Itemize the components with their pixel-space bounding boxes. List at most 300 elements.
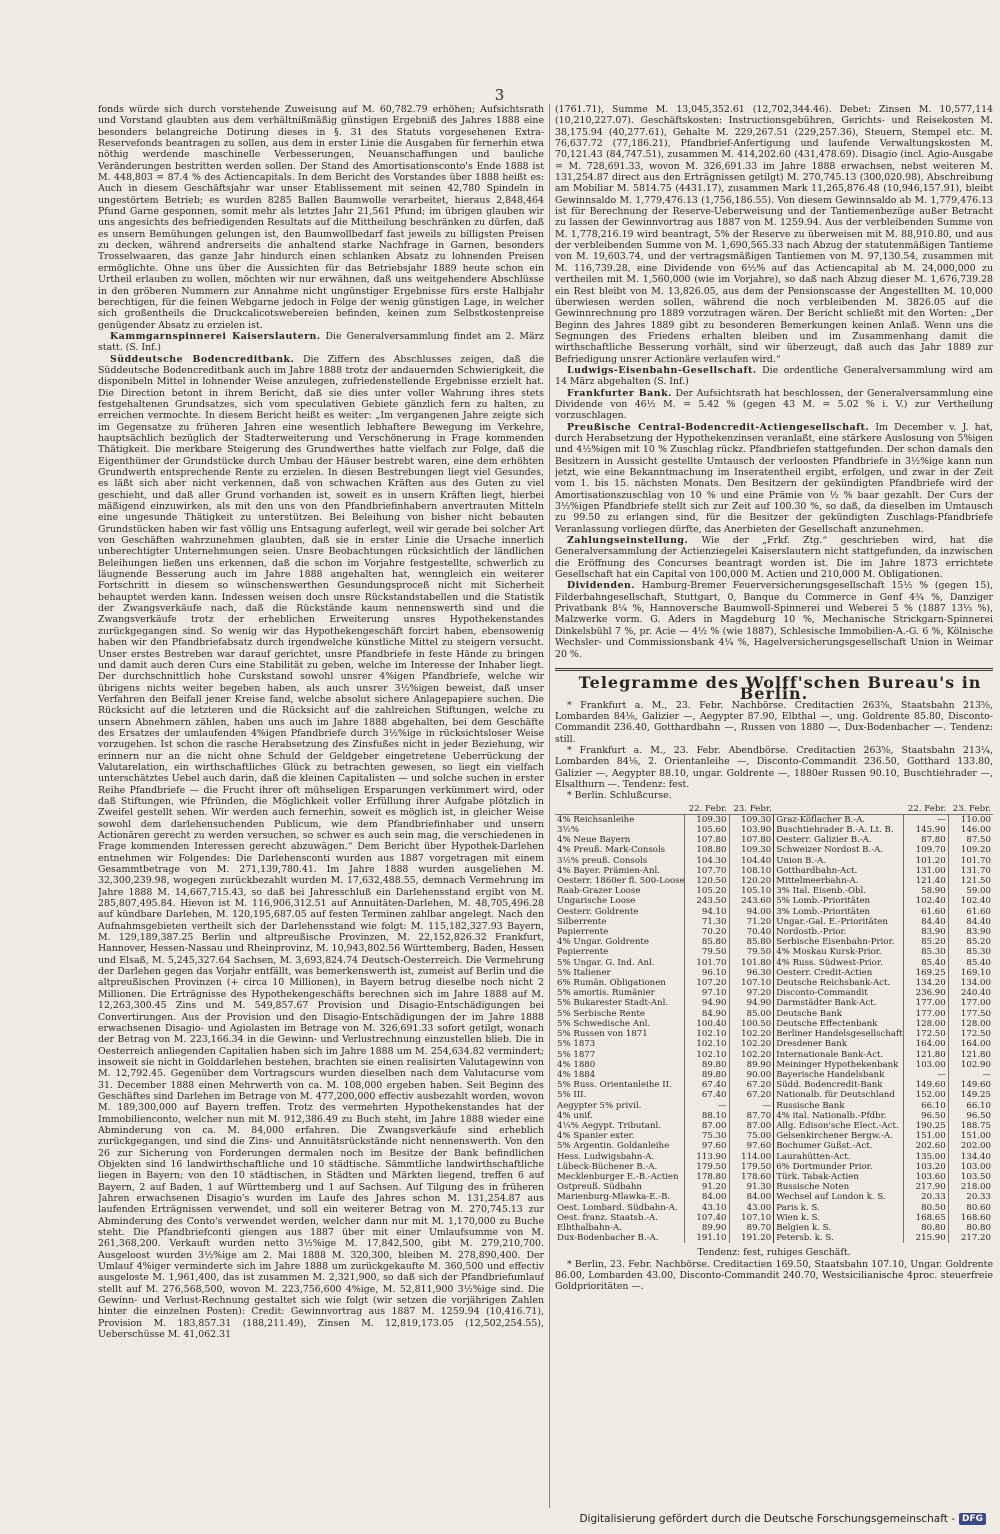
quote-value: 102.40 (948, 896, 993, 906)
quote-value: 85.30 (948, 947, 993, 957)
quote-value: 85.40 (904, 958, 949, 968)
quote-value: 191.20 (729, 1233, 774, 1243)
table-row (555, 1203, 993, 1213)
security-name: Silberrente (557, 916, 607, 927)
security-name: Dux-Bodenbacher B.-A. (557, 1233, 659, 1244)
security-name: 3½% (557, 825, 579, 836)
quote-value: 109.70 (904, 845, 949, 855)
quote-value: 94.90 (729, 998, 774, 1008)
quote-value: 80.80 (904, 1223, 949, 1233)
quote-value: 100.40 (684, 1019, 729, 1029)
quote-value: 145.90 (904, 825, 949, 835)
table-row (555, 1029, 993, 1039)
article-text: Hamburg-Bremer Feuerversicherungsgesellschaft 15½ % (gegen 15), Filderbahngesellschaft, Stuttgart, 0, Banque du Commerce in Genf 4¾ %, Danziger Privatbank 8¼ %, Hannoversche Baumwoll-Spinnerei und Weberei 5 % (1887 13⅓ %), Malzwerke vorm. G. Aders in Magdeburg 10 %, Mechanische Strickgarn-Spinnerei Dinkelsbühl 7 %, pr. Acie — 4½ % (wie 1887), Schlesische Immobilien-A.-G. 6 %, Kölnische Wechsler- und Commissionsbank 4¼ %, Hagelversicherungsgesellschaft Union in Weimar 20 %. (555, 580, 993, 660)
quote-value: 113.90 (684, 1152, 729, 1162)
table-row (555, 968, 993, 978)
security-name: 5% Serbische Rente (557, 1008, 645, 1019)
quote-value: 102.10 (684, 1029, 729, 1039)
security-name: Raab-Grazer Loose (557, 886, 641, 897)
quote-value: 83.90 (948, 927, 993, 937)
table-row (555, 917, 993, 927)
security-name: Oesterr. 1860er fl. 500-Loose (557, 876, 685, 887)
table-row (555, 1090, 993, 1100)
article-text: Die ordentliche Generalversammlung wird am 14 März abgehalten (S. Inf.) (555, 364, 993, 388)
security-name: Disconto-Commandit (774, 988, 904, 998)
quote-value: 85.20 (904, 937, 949, 947)
quote-value: 96.30 (729, 968, 774, 978)
security-name: 4% Reichsanleihe (557, 814, 635, 825)
article-paragraph (98, 354, 544, 1341)
article-text: Die Generalversammlung findet am 2. März statt. (S. Inf.) (98, 330, 544, 354)
quote-value: 103.00 (904, 1060, 949, 1070)
security-name: 5% Russen von 1871 (557, 1029, 648, 1040)
quote-value: 89.80 (684, 1060, 729, 1070)
security-name: Oest. Lombard. Südbahn-A. (557, 1202, 678, 1213)
quote-value: 83.90 (904, 927, 949, 937)
article-heading: Kammgarnspinnerei Kaiserslautern. (110, 330, 321, 342)
table-row (555, 1070, 993, 1080)
quote-value: 79.50 (729, 947, 774, 957)
table-row (555, 1111, 993, 1121)
security-name: Lübeck-Büchener B.-A. (557, 1161, 658, 1172)
security-name: Mecklenburger E.-B.-Actien (557, 1171, 679, 1182)
table-row (555, 937, 993, 947)
table-row (555, 927, 993, 937)
quote-value: 94.10 (684, 907, 729, 917)
security-name: Oesterr. Galizier B.-A. (774, 835, 904, 845)
security-name: 5% 1877 (557, 1049, 596, 1060)
quote-value: 135.00 (904, 1152, 949, 1162)
table-row (555, 988, 993, 998)
security-name: Oesterr. Goldrente (557, 906, 639, 917)
quote-value: 87.70 (729, 1111, 774, 1121)
security-name: Berliner Handelsgesellschaft (774, 1029, 904, 1039)
telegram-item: * Berlin. Schlußcurse. (567, 790, 672, 802)
quote-value: 109.30 (684, 814, 729, 825)
quote-value: 101.70 (948, 856, 993, 866)
table-header-cell (774, 804, 904, 815)
quote-value: 94.90 (684, 998, 729, 1008)
quote-value: 66.10 (948, 1101, 993, 1111)
security-name: Deutsche Reichsbank-Act. (774, 978, 904, 988)
telegram-heading: Telegramme des Wolff'schen Bureau's in Berlin. (578, 672, 982, 704)
quote-value: 85.00 (729, 1009, 774, 1019)
quote-value: 71.20 (729, 917, 774, 927)
table-row (555, 998, 993, 1008)
security-name: 3% Lomb.-Prioritäten (774, 907, 904, 917)
quote-value: 87.80 (904, 835, 949, 845)
table-row (555, 978, 993, 988)
quote-value: 120.20 (729, 876, 774, 886)
quote-value: 59.00 (948, 886, 993, 896)
security-name: 4% 1884 (557, 1069, 596, 1080)
quote-value: 89.90 (729, 1060, 774, 1070)
telegram-item: * Frankfurt a. M., 23. Febr. Nachbörse. Creditactien 263⅝, Staatsbahn 213⅝, Lombarden 84⅛, Galizier —, Aegypter 87.90, Elbthal —, ung. Goldrente 85.80, Disconto-Commandit 236.40, Gotthardbahn —, Russen von 1880 —, Dux-Bodenbacher —. Tendenz: still. (555, 699, 993, 745)
quote-value: 146.00 (948, 825, 993, 835)
quote-value: 89.90 (684, 1223, 729, 1233)
table-row (555, 1233, 993, 1243)
quote-value: 102.90 (948, 1060, 993, 1070)
quote-value: 172.50 (904, 1029, 949, 1039)
security-name: Petersb. k. S. (774, 1233, 904, 1243)
quote-value: 104.40 (729, 856, 774, 866)
quote-value: 102.20 (729, 1050, 774, 1060)
quote-value: 103.00 (948, 1162, 993, 1172)
security-name: 3% Ital. Eisenb.-Obl. (774, 886, 904, 896)
quote-value: 121.50 (948, 876, 993, 886)
quote-value: 149.60 (948, 1080, 993, 1090)
quote-value: 105.20 (684, 886, 729, 896)
dfg-logo: DFG (959, 1513, 986, 1525)
quote-value: 202.60 (904, 1141, 949, 1151)
quote-value: 107.10 (729, 978, 774, 988)
quote-value: 107.20 (684, 978, 729, 988)
quote-value: 103.60 (904, 1172, 949, 1182)
article-heading: Dividenden. (567, 580, 636, 592)
table-row (555, 1172, 993, 1182)
table-row (555, 1050, 993, 1060)
security-name: 4% Preuß. Mark-Consols (557, 845, 666, 856)
table-row (555, 1182, 993, 1192)
table-row (555, 958, 993, 968)
quote-value: 61.60 (948, 907, 993, 917)
quote-value: 67.20 (729, 1090, 774, 1100)
quote-value: 177.00 (904, 998, 949, 1008)
quote-value: 178.80 (684, 1172, 729, 1182)
quote-value: 89.70 (729, 1223, 774, 1233)
quote-value: 102.10 (684, 1039, 729, 1049)
table-row (555, 1141, 993, 1151)
quote-value: 107.70 (684, 866, 729, 876)
table-header-cell: 22. Febr. (684, 804, 729, 815)
security-name: 4% unif. (557, 1110, 593, 1121)
quote-value: 149.25 (948, 1090, 993, 1100)
column-divider (549, 104, 550, 1508)
quote-value: 96.50 (904, 1111, 949, 1121)
security-name: Russische Bank (774, 1101, 904, 1111)
quote-value: 164.00 (904, 1039, 949, 1049)
security-name: Paris k. S. (774, 1203, 904, 1213)
security-name: Laurahütten-Act. (774, 1152, 904, 1162)
quote-value: 169.25 (904, 968, 949, 978)
table-row (555, 1223, 993, 1233)
article-paragraph (555, 535, 993, 580)
security-name: Papierrente (557, 927, 609, 938)
table-row (555, 825, 993, 835)
security-name: Nordostb.-Prior. (774, 927, 904, 937)
section-rule (555, 668, 993, 671)
quote-value: 88.10 (684, 1111, 729, 1121)
quote-value: 102.20 (729, 1039, 774, 1049)
security-name: 6% Dortmunder Prior. (774, 1162, 904, 1172)
quote-value: 61.60 (904, 907, 949, 917)
article-paragraph (555, 388, 993, 422)
quote-value: 105.60 (684, 825, 729, 835)
security-name: 4% Spanier exter. (557, 1131, 635, 1142)
quote-value: 109.30 (729, 814, 774, 825)
quote-value: 20.33 (904, 1192, 949, 1202)
table-row (555, 814, 993, 825)
security-name: Mittelmeerbahn-A. (774, 876, 904, 886)
article-paragraph (555, 104, 993, 365)
security-name: 5% 1873 (557, 1039, 596, 1050)
quote-value: — (948, 1070, 993, 1080)
security-name: Papierrente (557, 947, 609, 958)
telegram-last: * Berlin, 23. Febr. Nachbörse. Creditactien 169.50, Staatsbahn 107.10, Ungar. Goldrente 86.00, Lombarden 43.00, Disconto-Commandit 240.70, Westsicilianische 4proc. steuerfreie Goldprioritäten —. (555, 1258, 993, 1293)
security-name: Oest. franz. Staatsb.-A. (557, 1212, 658, 1223)
quote-value: 103.50 (948, 1172, 993, 1182)
quote-value: 80.60 (948, 1203, 993, 1213)
quote-value: 121.40 (904, 876, 949, 886)
quote-value: 87.00 (684, 1121, 729, 1131)
security-name: Union B.-A. (774, 856, 904, 866)
quote-value: 104.30 (684, 856, 729, 866)
security-name: 6% Rumän. Obligationen (557, 978, 666, 989)
quote-value: — (904, 1070, 949, 1080)
table-row (555, 1009, 993, 1019)
telegram-list (555, 700, 993, 802)
quote-value: 79.50 (684, 947, 729, 957)
table-row (555, 1162, 993, 1172)
quote-value: 80.80 (948, 1223, 993, 1233)
digitization-footer (579, 1513, 986, 1525)
quote-value: 70.20 (684, 927, 729, 937)
telegram-item: * Frankfurt a. M., 23. Febr. Abendbörse. Creditactien 263⅝, Staatsbahn 213¼, Lombarden 84⅛, 2. Orientanleihe —, Disconto-Commandit 236.50, Gotthard 133.80, Galizier —, Aegypter 88.10, ungar. Goldrente —, 1880er Russen 90.10, Buschtiehrader —, Elsalthurn —. Tendenz: fest. (555, 744, 993, 790)
quote-value: 109.30 (729, 845, 774, 855)
security-name: Belgien k. S. (774, 1223, 904, 1233)
quote-value: 108.10 (729, 866, 774, 876)
quote-value: 102.10 (684, 1050, 729, 1060)
security-name: Meininger Hypothekenbank (774, 1060, 904, 1070)
footer-text: Digitalisierung gefördert durch die Deutsche Forschungsgemeinschaft - (579, 1513, 955, 1525)
quote-value: 121.80 (948, 1050, 993, 1060)
quote-value: 103.20 (904, 1162, 949, 1172)
quote-value: 97.10 (684, 988, 729, 998)
quote-value: 101.80 (729, 958, 774, 968)
article-text: fonds würde sich durch vorstehende Zuweisung auf M. 60,782.79 erhöhen; Aufsichtsrath und Vorstand glaubten aus dem verhältnißmäßig günstigen Ergebniß des Jahres 1888 eine besonders belangreiche Dotirung dieses in §. 31 des Statuts vorgesehenen Extra-Reservefonds beantragen zu sollen, aus dem in erster Linie die Ausgaben für fernerhin etwa nöthig werdende maschinelle Verbesserungen, Neuanschaffungen und bauliche Veränderungen bestritten werden sollen. Der Stand des Amortisationsconto's Ende 1888 ist M. 448,803 = 87.4 % des Actiencapitals. In dem Bericht des Vorstandes über 1888 heißt es: Auch in diesem Geschäftsjahr war unser Etablissement mit seinen 42,780 Spindeln in ungestörtem Betrieb; es wurden 8285 Ballen Baumwolle verarbeitet, hieraus 2,848,464 Pfund Garne gesponnen, somit mehr als letztes Jahr 21,561 Pfund; im übrigen glauben wir uns angesichts des befriedigenden Resultats auf die Mittheilung beschränken zu dürfen, daß es unsern Bemühungen gelungen ist, den Baumwollbedarf fast jeweils zu billigsten Preisen zu decken, während andrerseits die anhaltend starke Nachfrage in Garnen, besonders Trosselwaaren, das ganze Jahr hindurch einen schlanken Absatz zu lohnenden Preisen ermöglichte. Ohne uns über die Aussichten für das Betriebsjahr 1889 heute schon ein Urtheil erlauben zu wollen, möchten wir nur erwähnen, daß uns weitgehendere Abschlüsse in den gröberen Nummern zur Annahme nicht ungünstiger Ergebnisse fürs erste Halbjahr berechtigen, für die feinen Webgarne jedoch in Folge der wenig günstigen Lage, in welcher sich großentheils die Druckcalicotswebereien befinden, keinen zum Selbstkostenpreise genügender Absatz zu erzielen ist. (98, 104, 544, 331)
security-name: Internationale Bank-Act. (774, 1050, 904, 1060)
table-row (555, 1039, 993, 1049)
quote-value: 94.00 (729, 907, 774, 917)
quote-value: 169.10 (948, 968, 993, 978)
article-heading: Frankfurter Bank. (567, 387, 672, 399)
quote-value: 101.20 (904, 856, 949, 866)
quote-value: 85.20 (948, 937, 993, 947)
quote-value: 217.90 (904, 1182, 949, 1192)
table-row (555, 1060, 993, 1070)
quote-value: 243.60 (729, 896, 774, 906)
quote-value: 67.40 (684, 1090, 729, 1100)
right-column-articles (555, 104, 993, 660)
table-header-cell (555, 804, 684, 815)
security-name: 4% 1880 (557, 1059, 596, 1070)
quote-value: 75.30 (684, 1131, 729, 1141)
quote-value: 151.00 (948, 1131, 993, 1141)
table-footer: Tendenz: fest, ruhiges Geschäft. (697, 1247, 851, 1259)
quote-value: 97.60 (729, 1141, 774, 1151)
quote-value: 149.60 (904, 1080, 949, 1090)
table-row (555, 1192, 993, 1202)
security-name: 5% III. (557, 1090, 587, 1101)
quote-value: 107.80 (729, 835, 774, 845)
security-name: Ungarische Loose (557, 896, 636, 907)
quote-value: 236.90 (904, 988, 949, 998)
table-row (555, 1101, 993, 1111)
table-row (555, 835, 993, 845)
page-number: 3 (494, 86, 506, 104)
security-name: Serbische Eisenbahn-Prior. (774, 937, 904, 947)
security-name: Bayerische Handelsbank (774, 1070, 904, 1080)
article-text: Im December v. J. hat, durch Herabsetzung der Hypothekenzinsen veranlaßt, eine stärkere Auslosung von 5%igen und 4½%igen mit 10 % Zuschlag rückz. Pfandbriefen stattgefunden. Der schon damals den Besitzern in Aussicht gestellte Umtausch der verloosten Pfandbriefe in 3½%ige kann nun jetzt, wie eine Bekanntmachung im Inseratentheil ergibt, erfolgen, und zwar in der Zeit vom 1. bis 15. nächsten Monats. Den Besitzern der gekündigten Pfandbriefe wird der Amortisationszuschlag von 10 % und eine Prämie von ½ % baar gezahlt. Der Curs der 3½%igen Pfandbriefe stellt sich zur Zeit auf 100.30 %, so daß, da dieselben im Umtausch zu 99.50 zu erlangen sind, für die Besitzer der gekündigten Zuschlags-Pfandbriefe Veranlassung vorliegen dürfte, das Anerbieten der Gesellschaft anzunehmen. (555, 421, 993, 535)
quote-value: 191.10 (684, 1233, 729, 1243)
quote-value: 168.60 (948, 1213, 993, 1223)
security-name: 4% ital. Nationalb.-Pfdbr. (774, 1111, 904, 1121)
quote-value: 107.80 (684, 835, 729, 845)
table-row (555, 1019, 993, 1029)
quote-value: 84.00 (684, 1192, 729, 1202)
quote-value: 102.20 (729, 1029, 774, 1039)
quote-value: 85.80 (729, 937, 774, 947)
quote-value: 114.00 (729, 1152, 774, 1162)
quote-value: 151.00 (904, 1131, 949, 1141)
quote-value: 85.40 (948, 958, 993, 968)
security-name: 5% Bukarester Stadt-Anl. (557, 998, 669, 1009)
quote-value: 134.40 (948, 1152, 993, 1162)
quote-value: 75.00 (729, 1131, 774, 1141)
article-text: (1761.71), Summe M. 13,045,352.61 (12,702,344.46). Debet: Zinsen M. 10,577,114 (10,210,227.07). Geschäftskosten: Instructionsgebühren, Gerichts- und Reisekosten M. 38,175.94 (40,277.61), Gehalte M. 229,267.51 (229,257.36), Steuern, Stempel etc. M. 76,637.72 (77,186.21), Pfandbrief-Anfertigung und laufende Verwaltungskosten M. 70,121.43 (84,747.51), zusammen M. 414,202.60 (431,478.69). Disagio (incl. Agio-Ausgabe = M. 728,691.33, wovon M. 326,691.33 im Jahre 1888 erwachsen, nebst weiteren M. 131,254.87 direct aus den Erträgnissen getilgt) M. 270,745.13 (300,020.98), Abschreibung am Mobiliar M. 5814.75 (4431.17), zusammen Mark 11,265,876.48 (10,946,157.91), bleibt Gewinnsaldo M. 1,779,476.13 (1,756,186.55). Von diesem Gewinnsaldo ab M. 1,779,476.13 ist für Berechnung der Reserve-Ueberweisung und der Tantiemenbezüge außer Betracht zu lassen der Gewinnvortrag aus 1887 von M. 1259.94. Aus der verbleibenden Summe von M. 1,778,216.19 wird beantragt, 5% der Reserve zu überweisen mit M. 88,910.80, und aus der verbleibenden Summe von M. 1,690,565.33 nach Abzug der statutenmäßigen Tantieme von M. 19,603.74, und der vertragsmäßigen Tantiemen von M. 97,130.54, zusammen mit M. 116,739.28, eine Dividende von 6½% auf das Actiencapital ab M. 24,000,000 zu vertheilen mit M. 1,560,000 (wie im Vorjahre), so daß nach Abzug dieser M. 1,676,739.28 ein Rest bleibt von M. 13,826.05, aus dem der Pensionscasse der Angestellten M. 10,000 überwiesen werden sollen, während die noch verbleibenden M. 3826.05 auf die Gewinnrechnung pro 1889 vorzutragen wären. Der Bericht schließt mit den Worten: „Der Beginn des Jahres 1889 gibt zu besonderen Bemerkungen keinen Anlaß. Wenn uns die Segnungen des Friedens erhalten bleiben und im Zusammenhang damit die wirthschaftliche Besserung vorhält, sind wir überzeugt, daß auch das Jahr 1889 zur Befriedigung unsrer Actionäre verlaufen wird.“ (555, 104, 993, 365)
quote-value: 190.25 (904, 1121, 949, 1131)
article-heading: Preußische Central-Bodencredit-Actiengesellschaft. (567, 421, 870, 433)
article-text: Der Aufsichtsrath hat beschlossen, der Generalversammlung eine Dividende von 46½ M. = 5.42 % (gegen 43 M. = 5.02 % i. V.) zur Vertheilung vorzuschlagen. (555, 387, 993, 422)
table-row (555, 866, 993, 876)
quote-value: 66.10 (904, 1101, 949, 1111)
quote-value: 121.80 (904, 1050, 949, 1060)
table-row (555, 1121, 993, 1131)
security-name: 4% Bayer. Prämien-Anl. (557, 865, 661, 876)
quote-value: 84.40 (904, 917, 949, 927)
security-name: Aegypter 5% privil. (557, 1100, 642, 1111)
security-name: Hess. Ludwigsbahn-A. (557, 1151, 655, 1162)
security-name: Russische Noten (774, 1182, 904, 1192)
quote-value: — (904, 814, 949, 825)
quote-value: 43.10 (684, 1203, 729, 1213)
quote-value: 240.40 (948, 988, 993, 998)
article-paragraph (555, 580, 993, 659)
quote-value: 102.40 (904, 896, 949, 906)
quote-value: 84.00 (729, 1192, 774, 1202)
quote-value: 243.50 (684, 896, 729, 906)
quote-value: 96.50 (948, 1111, 993, 1121)
right-column (555, 104, 993, 1508)
left-column (98, 104, 544, 1508)
security-name: Deutsche Bank (774, 1009, 904, 1019)
security-name: Gelsenkirchener Bergw.-A. (774, 1131, 904, 1141)
quote-value: 67.20 (729, 1080, 774, 1090)
security-name: Graz-Köflacher B.-A. (774, 814, 904, 825)
security-name: 5% Italiener (557, 967, 611, 978)
table-header-cell: 22. Febr. (904, 804, 949, 815)
quote-value: 177.00 (904, 1009, 949, 1019)
quote-value: 70.40 (729, 927, 774, 937)
quote-value: 80.50 (904, 1203, 949, 1213)
quote-value: 107.40 (684, 1213, 729, 1223)
security-name: Buschtiehrader B.-A. Lt. B. (774, 825, 904, 835)
security-name: Bochumer Gußst.-Act. (774, 1141, 904, 1151)
security-name: 5% Argentin. Goldanleihe (557, 1141, 670, 1152)
quote-value: 217.20 (948, 1233, 993, 1243)
security-name: Oesterr. Credit-Actien (774, 968, 904, 978)
security-name: Südd. Bodencredit-Bank (774, 1080, 904, 1090)
table-row (555, 907, 993, 917)
security-name: Ostpreuß. Südbahn (557, 1182, 642, 1193)
security-name: 4% Moskau Kursk-Prior. (774, 947, 904, 957)
security-name: Elbthalbahn-A. (557, 1222, 622, 1233)
quote-value: 107.10 (729, 1213, 774, 1223)
security-name: 4% Ungar. Goldrente (557, 937, 649, 948)
quote-value: 131.00 (904, 866, 949, 876)
quote-value: 108.80 (684, 845, 729, 855)
quote-value: 177.00 (948, 998, 993, 1008)
quote-value: 131.70 (948, 866, 993, 876)
table-row (555, 1131, 993, 1141)
quote-value: 202.00 (948, 1141, 993, 1151)
quote-value: 179.50 (729, 1162, 774, 1172)
table-row (555, 896, 993, 906)
quote-value: 91.20 (684, 1182, 729, 1192)
table-header-cell: 23. Febr. (948, 804, 993, 815)
quote-value: 110.00 (948, 814, 993, 825)
table-row (555, 1152, 993, 1162)
table-row (555, 856, 993, 866)
security-name: Türk. Tabak-Actien (774, 1172, 904, 1182)
security-name: Darmstädter Bank-Act. (774, 998, 904, 1008)
article-heading: Süddeutsche Bodencreditbank. (110, 353, 295, 365)
quote-value: 134.00 (948, 978, 993, 988)
table-row (555, 1213, 993, 1223)
quote-value: 97.60 (684, 1141, 729, 1151)
quote-value: 103.90 (729, 825, 774, 835)
security-name: Ungar.-Gal. E.-Prioritäten (774, 917, 904, 927)
security-name: Nationalb. für Deutschland (774, 1090, 904, 1100)
quote-value: 58.90 (904, 886, 949, 896)
quote-value: 109.20 (948, 845, 993, 855)
quote-value: 128.00 (904, 1019, 949, 1029)
security-name: 5% Ungar. G. Ind. Anl. (557, 957, 655, 968)
security-name: Deutsche Effectenbank (774, 1019, 904, 1029)
article-paragraph (555, 365, 993, 388)
quote-value: 90.00 (729, 1070, 774, 1080)
security-name: Schweizer Nordost B.-A. (774, 845, 904, 855)
security-name: 5% Lomb.-Prioritäten (774, 896, 904, 906)
article-paragraph (555, 422, 993, 535)
quote-value: 97.20 (729, 988, 774, 998)
quote-value: 85.80 (684, 937, 729, 947)
quote-value: 218.00 (948, 1182, 993, 1192)
quote-value: 87.00 (729, 1121, 774, 1131)
quote-value: 100.50 (729, 1019, 774, 1029)
security-name: 5% Russ. Orientanleihe II. (557, 1080, 672, 1091)
quote-value: 179.50 (684, 1162, 729, 1172)
table-header-cell: 23. Febr. (729, 804, 774, 815)
quote-value: 101.70 (684, 958, 729, 968)
quote-value: 152.00 (904, 1090, 949, 1100)
security-name: Marienburg-Mlawka-E.-B. (557, 1192, 671, 1203)
security-name: Allg. Edison'sche Elect.-Act. (774, 1121, 904, 1131)
security-name: Wechsel auf London k. S. (774, 1192, 904, 1202)
security-name: 4% Neue Bayern (557, 835, 631, 846)
quote-value: 105.10 (729, 886, 774, 896)
security-name: Wien k. S. (774, 1213, 904, 1223)
